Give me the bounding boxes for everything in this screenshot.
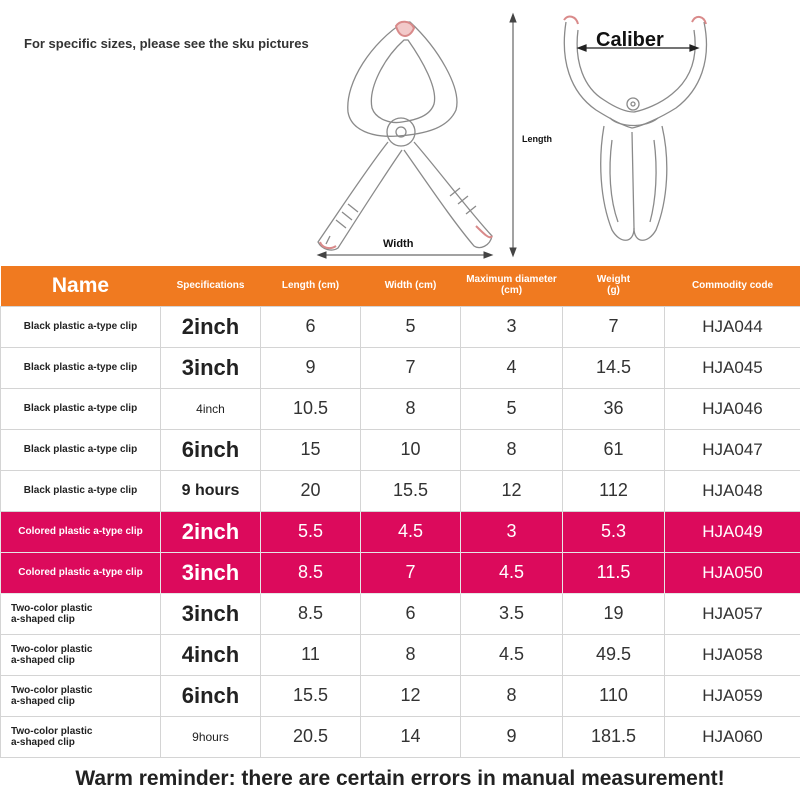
table-row [1,347,800,388]
row-length: 20.5 [261,716,361,757]
clip-side-view-illustration [318,22,492,250]
row-weight: 11.5 [563,552,665,593]
row-spec: 3inch [161,593,261,634]
row-spec: 6inch [161,429,261,470]
table-row-highlighted [1,552,800,593]
row-name-line2: a-shaped clip [11,736,75,748]
row-diameter: 5 [461,388,563,429]
row-width: 10 [361,429,461,470]
row-length: 8.5 [261,552,361,593]
row-code: HJA049 [665,511,800,552]
row-diameter: 3 [461,511,563,552]
row-name-line2: a-shaped clip [11,695,75,707]
row-code: HJA060 [665,716,800,757]
row-name-line2: a-shaped clip [11,654,75,666]
row-code: HJA058 [665,634,800,675]
row-diameter: 9 [461,716,563,757]
table-row [1,634,800,675]
row-name [1,716,161,757]
row-name [1,675,161,716]
row-length: 15 [261,429,361,470]
row-code: HJA059 [665,675,800,716]
row-name [1,593,161,634]
row-spec: 2inch [161,306,261,347]
sizes-note: For specific sizes, please see the sku pictures [24,36,309,51]
table-row-highlighted [1,511,800,552]
measurement-reminder: Warm reminder: there are certain errors in manual measurement! [75,767,725,790]
row-code: HJA057 [665,593,800,634]
header-code: Commodity code [665,266,800,306]
length-label: Length [522,134,552,144]
header-row [1,266,800,306]
table-row [1,429,800,470]
row-width: 5 [361,306,461,347]
row-spec: 3inch [161,552,261,593]
header-weight [563,266,665,306]
table-row [1,593,800,634]
header-diameter-line2: (cm) [500,284,523,296]
spec-table [0,266,800,758]
row-spec: 6inch [161,675,261,716]
header-diameter-line1: Maximum diameter [466,274,557,286]
row-weight: 14.5 [563,347,665,388]
row-name: Black plastic a-type clip [1,388,161,429]
row-name-line1: Two-color plastic [11,684,93,696]
row-width: 6 [361,593,461,634]
row-width: 7 [361,552,461,593]
row-weight: 36 [563,388,665,429]
table-row [1,716,800,757]
row-spec: 9 hours [161,470,261,511]
row-diameter: 8 [461,675,563,716]
header-length: Length (cm) [261,266,361,306]
row-spec: 9hours [161,716,261,757]
clip-diagram [0,0,800,268]
table-row [1,675,800,716]
row-name-line1: Two-color plastic [11,602,93,614]
row-code: HJA047 [665,429,800,470]
row-spec: 3inch [161,347,261,388]
row-width: 12 [361,675,461,716]
caliber-label: Caliber [596,29,664,51]
header-name: Name [1,266,161,306]
width-arrow [318,252,492,258]
row-diameter: 3 [461,306,563,347]
length-arrow [510,14,516,256]
row-name [1,634,161,675]
header-width: Width (cm) [361,266,461,306]
row-name: Black plastic a-type clip [1,429,161,470]
row-diameter: 4 [461,347,563,388]
row-width: 8 [361,388,461,429]
row-length: 15.5 [261,675,361,716]
row-length: 10.5 [261,388,361,429]
row-code: HJA050 [665,552,800,593]
row-weight: 7 [563,306,665,347]
row-diameter: 4.5 [461,552,563,593]
header-weight-line1: Weight [596,274,631,286]
row-name: Black plastic a-type clip [1,347,161,388]
row-name-line1: Two-color plastic [11,643,93,655]
header-diameter [461,266,563,306]
header-weight-line2: (g) [607,284,620,296]
row-length: 6 [261,306,361,347]
row-diameter: 4.5 [461,634,563,675]
row-width: 14 [361,716,461,757]
row-length: 8.5 [261,593,361,634]
row-weight: 181.5 [563,716,665,757]
row-spec: 4inch [161,388,261,429]
row-name: Black plastic a-type clip [1,306,161,347]
row-width: 8 [361,634,461,675]
row-code: HJA045 [665,347,800,388]
row-weight: 110 [563,675,665,716]
row-diameter: 8 [461,429,563,470]
row-code: HJA044 [665,306,800,347]
row-weight: 49.5 [563,634,665,675]
row-weight: 5.3 [563,511,665,552]
table-row [1,306,800,347]
row-name: Colored plastic a-type clip [1,552,161,593]
row-length: 9 [261,347,361,388]
row-name-line1: Two-color plastic [11,725,93,737]
row-length: 20 [261,470,361,511]
row-name-line2: a-shaped clip [11,613,75,625]
row-diameter: 12 [461,470,563,511]
row-width: 7 [361,347,461,388]
row-spec: 4inch [161,634,261,675]
table-row [1,470,800,511]
row-code: HJA046 [665,388,800,429]
width-label: Width [383,238,414,250]
row-length: 11 [261,634,361,675]
row-weight: 19 [563,593,665,634]
row-length: 5.5 [261,511,361,552]
row-width: 4.5 [361,511,461,552]
clip-front-view-illustration [564,22,706,240]
table-row [1,388,800,429]
row-weight: 61 [563,429,665,470]
row-diameter: 3.5 [461,593,563,634]
row-code: HJA048 [665,470,800,511]
row-spec: 2inch [161,511,261,552]
row-name: Black plastic a-type clip [1,470,161,511]
row-width: 15.5 [361,470,461,511]
header-specifications: Specifications [161,266,261,306]
row-name: Colored plastic a-type clip [1,511,161,552]
row-weight: 112 [563,470,665,511]
